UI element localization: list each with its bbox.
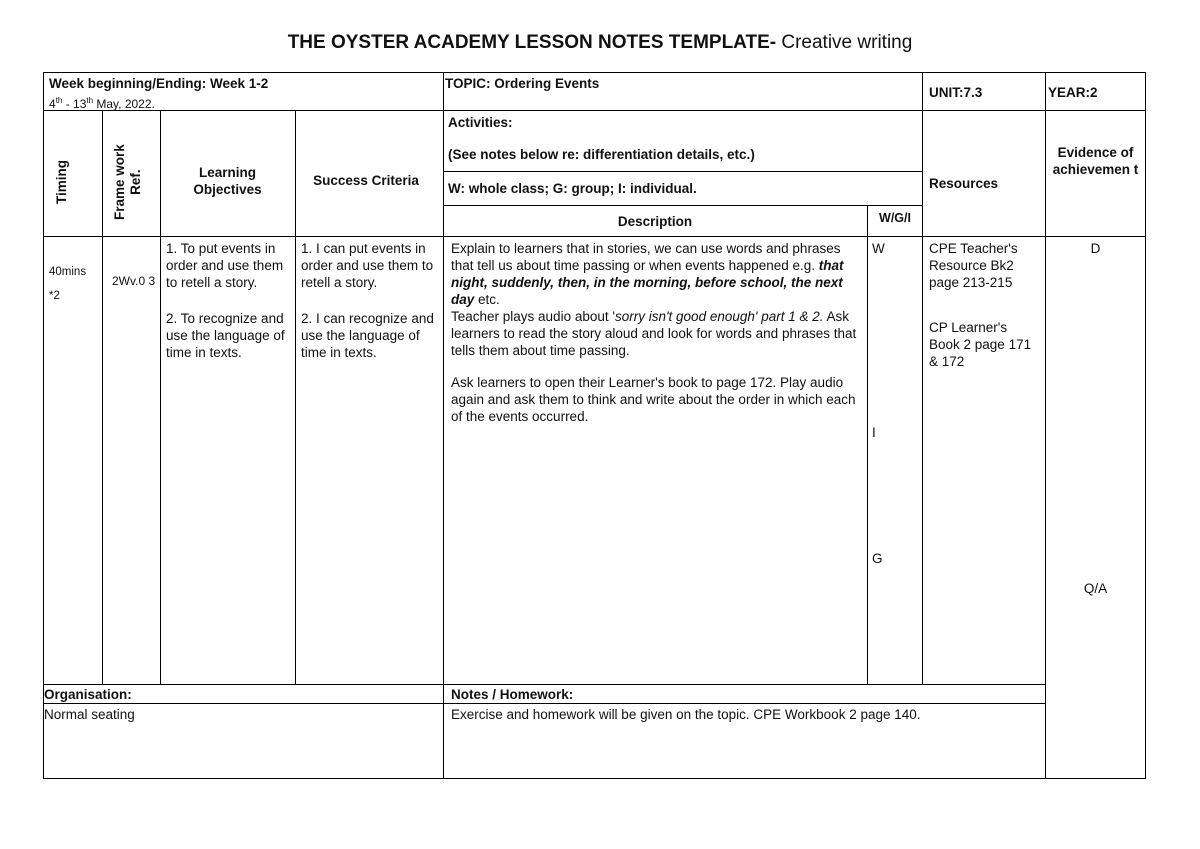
activities-note: (See notes below re: differentiation details, etc.)	[448, 147, 755, 162]
resources-header: Resources	[929, 176, 999, 191]
wgi-w: W	[872, 241, 885, 256]
evidence-header: Evidence of achievemen t	[1052, 145, 1139, 177]
evidence-qa: Q/A	[1083, 581, 1108, 596]
week-label: Week beginning/Ending: Week 1-2	[49, 76, 269, 91]
description-para-3: Ask learners to open their Learner's book to page 172. Play audio again and ask them to think and write about the order in which each of the events occurred.	[451, 375, 856, 424]
description-para-1: Explain to learners that in stories, we can use words and phrases that tell us about time passing or when events happened e.g. that night, suddenly, then, in the morning, before school, the next day etc.	[451, 241, 844, 307]
wgi-g: G	[872, 551, 883, 566]
objective-1: 1. To put events in order and use them to retell a story.	[166, 241, 284, 290]
description-para-2: Teacher plays audio about 'sorry isn't good enough' part 1 & 2. Ask learners to read the story aloud and look for words and phrases that tells them about time passing.	[451, 309, 857, 358]
notes-label: Notes / Homework:	[451, 687, 574, 702]
unit: UNIT:7.3	[929, 85, 983, 100]
topic: TOPIC: Ordering Events	[445, 76, 600, 91]
wgi-i: I	[872, 425, 876, 440]
notes-value: Exercise and homework will be given on the topic. CPE Workbook 2 page 140.	[451, 707, 921, 722]
resource-1: CPE Teacher's Resource Bk2 page 213-215	[929, 241, 1018, 290]
description-header: Description	[617, 214, 693, 229]
objective-2: 2. To recognize and use the language of time in texts.	[166, 311, 285, 360]
description-text	[451, 240, 861, 425]
activities-key: W: whole class; G: group; I: individual.	[448, 181, 697, 196]
wgi-header: W/G/I	[879, 211, 911, 225]
timing-value: 40mins *2	[49, 266, 87, 302]
criteria-1: 1. I can put events in order and use them to retell a story.	[301, 241, 434, 290]
week-info	[49, 75, 439, 113]
year: YEAR:2	[1048, 85, 1098, 100]
resource-2: CP Learner's Book 2 page 171 & 172	[929, 320, 1032, 369]
page-title: THE OYSTER ACADEMY LESSON NOTES TEMPLATE- Creative writing	[287, 32, 913, 53]
success-criteria-header: Success Criteria	[313, 173, 419, 188]
criteria-2: 2. I can recognize and use the language of time in texts.	[301, 311, 434, 360]
activities-label: Activities:	[448, 115, 513, 130]
framework-header: Frame work Ref.	[112, 144, 143, 220]
framework-ref: 2Wv.0 3	[112, 274, 156, 288]
organisation-label: Organisation:	[44, 687, 132, 702]
timing-header: Timing	[54, 159, 69, 204]
date-range: 4th - 13th May, 2022.	[49, 96, 155, 111]
resources-list	[929, 240, 1041, 370]
organisation-value: Normal seating	[44, 707, 135, 722]
evidence-d: D	[1090, 241, 1101, 256]
learning-objectives	[166, 240, 291, 361]
learning-objectives-header: Learning Objectives	[193, 165, 262, 197]
success-criteria	[301, 240, 439, 361]
